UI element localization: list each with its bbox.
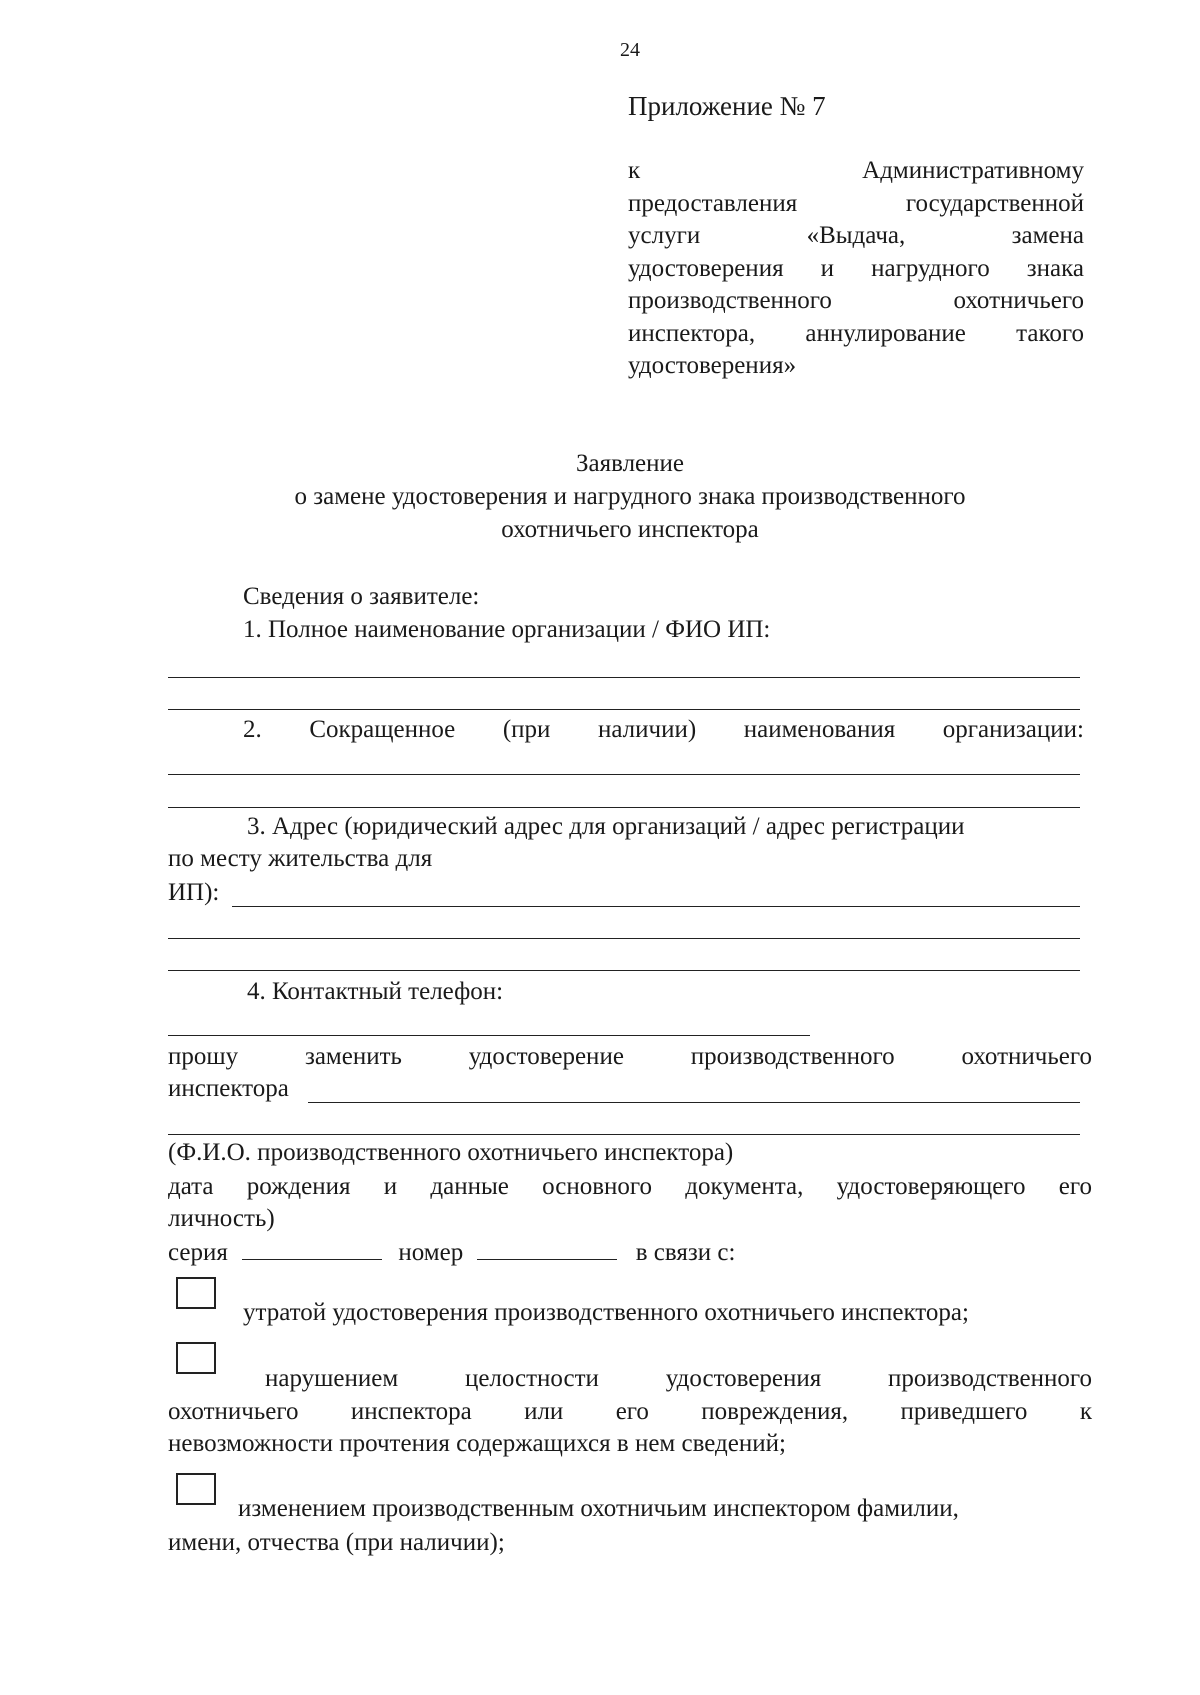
document-subtitle: о замене удостоверения и нагрудного знака производственного — [294, 483, 966, 510]
field-phone-label: 4. Контактный телефон: — [247, 978, 504, 1005]
appendix-reference-line: услуги «Выдача, замена — [628, 222, 1084, 249]
address-input-line[interactable] — [232, 906, 1080, 907]
word: прошу — [168, 1043, 239, 1070]
address-input-line[interactable] — [168, 938, 1080, 939]
word: к — [1079, 1398, 1092, 1425]
appendix-reference-line: к Административному — [628, 157, 1084, 184]
appendix-reference-line: инспектора, аннулирование такого — [628, 319, 1084, 347]
short-name-input-line[interactable] — [168, 807, 1080, 808]
reason-loss-checkbox[interactable] — [176, 1277, 216, 1309]
phone-input-line[interactable] — [168, 1035, 810, 1036]
full-name-input-line[interactable] — [168, 677, 1080, 678]
word: приведшего — [900, 1398, 1028, 1425]
birth-document-note-end: личность) — [168, 1205, 275, 1232]
short-name-input-line[interactable] — [168, 774, 1080, 775]
word: повреждения, — [701, 1398, 849, 1425]
field-address-label-end: ИП): — [168, 879, 220, 906]
word: производственного — [888, 1365, 1092, 1392]
reason-name-change-text: изменением производственным охотничьим инспектором фамилии, — [238, 1495, 959, 1522]
appendix-title: Приложение № 7 — [628, 91, 826, 121]
word: или — [524, 1398, 564, 1425]
reason-damage-text-continued — [168, 1395, 1092, 1428]
word: производственного — [690, 1043, 895, 1070]
birth-document-note: дата рождения и данные основного документа, удостоверяющего его — [168, 1173, 1092, 1200]
word: наличии) — [597, 716, 697, 743]
number-input-line[interactable] — [477, 1237, 617, 1260]
number-label: номер — [398, 1239, 464, 1266]
word: (при — [502, 716, 551, 743]
series-input-line[interactable] — [242, 1237, 382, 1260]
request-text — [168, 1040, 1092, 1073]
page-number: 24 — [620, 39, 640, 61]
field-address-label-continued: по месту жительства для — [168, 845, 433, 872]
full-name-input-line[interactable] — [168, 709, 1080, 710]
reason-name-change-checkbox[interactable] — [176, 1473, 216, 1505]
word: его — [615, 1398, 649, 1425]
word: организации: — [942, 716, 1084, 743]
appendix-reference-line: удостоверения» — [628, 352, 797, 379]
word: целостности — [464, 1365, 599, 1392]
appendix-reference — [628, 155, 1084, 383]
word: нарушением — [265, 1365, 399, 1392]
word: удостоверение — [468, 1043, 624, 1070]
appendix-reference-line: удостоверения и нагрудного знака — [628, 254, 1084, 282]
reason-damage-checkbox[interactable] — [176, 1342, 216, 1374]
appendix-reference-line: производственного охотничьего — [628, 287, 1084, 314]
reason-label: в связи с: — [635, 1239, 736, 1266]
word: инспектора — [350, 1398, 472, 1425]
word: охотничьего — [961, 1043, 1092, 1070]
appendix-reference-line: предоставления государственной — [628, 189, 1084, 217]
document-subtitle-continued: охотничьего инспектора — [501, 516, 759, 543]
request-inspector-label: инспектора — [168, 1075, 289, 1102]
document-title: Заявление — [575, 450, 685, 477]
inspector-name-input-line[interactable] — [168, 1134, 1080, 1135]
word: заменить — [304, 1043, 402, 1070]
reason-damage-text-end: невозможности прочтения содержащихся в нем сведений; — [168, 1430, 786, 1457]
series-number-row — [168, 1236, 735, 1269]
fio-note: (Ф.И.О. производственного охотничьего инспектора) — [168, 1139, 734, 1166]
word: Сокращенное — [309, 716, 456, 743]
field-address-label: 3. Адрес (юридический адрес для организаций / адрес регистрации — [247, 813, 965, 840]
inspector-name-input-line[interactable] — [308, 1102, 1080, 1103]
address-input-line[interactable] — [168, 970, 1080, 971]
word: удостоверения — [665, 1365, 822, 1392]
field-short-name-label — [243, 713, 1084, 746]
reason-name-change-text-end: имени, отчества (при наличии); — [168, 1529, 505, 1556]
word: охотничьего — [168, 1398, 299, 1425]
series-label: серия — [168, 1239, 228, 1266]
word: наименования — [743, 716, 896, 743]
reason-loss-text: утратой удостоверения производственного охотничьего инспектора; — [243, 1299, 969, 1326]
applicant-section-label: Сведения о заявителе: — [243, 583, 480, 610]
word: 2. — [243, 716, 262, 743]
field-full-name-label: 1. Полное наименование организации / ФИО ИП: — [243, 616, 771, 643]
reason-damage-text — [265, 1362, 1092, 1395]
